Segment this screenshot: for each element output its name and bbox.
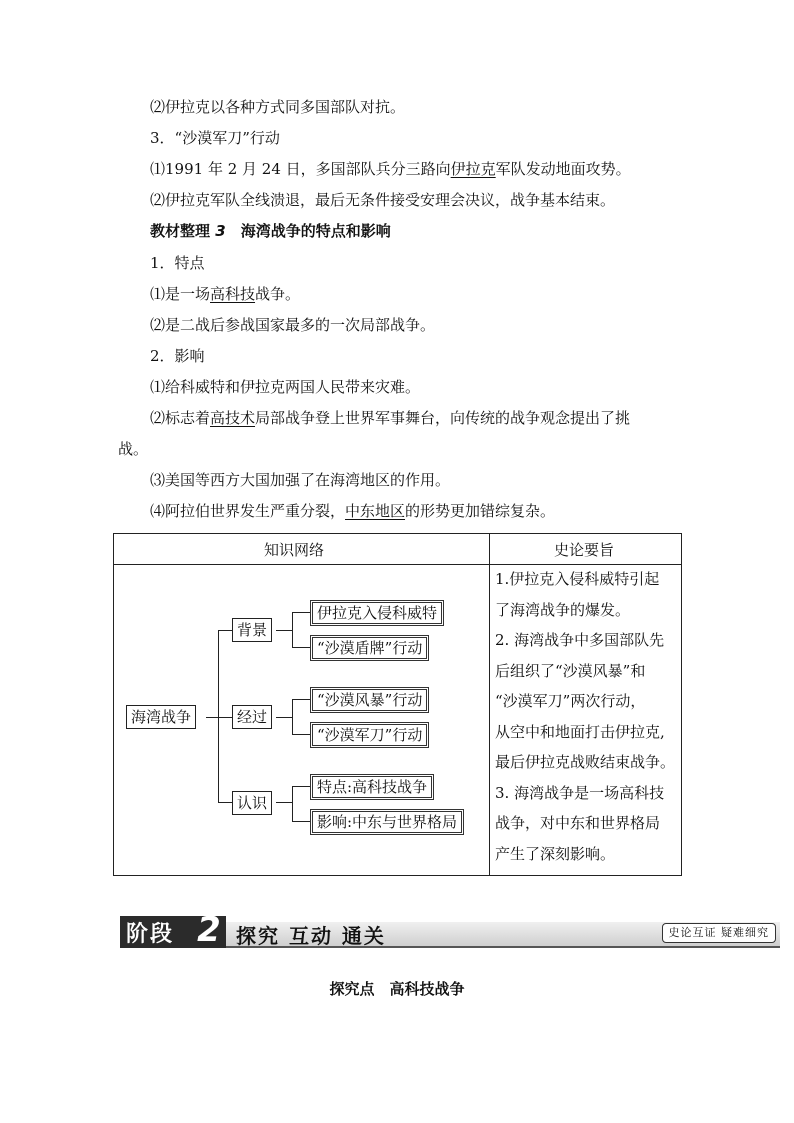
stage-tag: 史论互证 疑难细究 [662, 923, 777, 943]
node-process: 经过 [232, 705, 272, 729]
table-header-summary: 史论要旨 [554, 541, 615, 559]
node-understanding: 认识 [232, 791, 272, 815]
node-leaf: 伊拉克入侵科威特 [310, 600, 444, 626]
text-line: 战。 [118, 440, 149, 458]
text-line: ⑵是二战后参战国家最多的一次局部战争。 [150, 316, 436, 334]
stage-banner [120, 910, 780, 950]
subheading: 1．特点 [150, 254, 205, 272]
knowledge-table [113, 533, 682, 876]
node-root: 海湾战争 [126, 705, 196, 729]
section-title: 探究点 高科技战争 [329, 980, 465, 998]
summary-text: 1.伊拉克入侵科威特引起 了海湾战争的爆发。 2. 海湾战争中多国部队先 后组织了“沙漠风暴”和 “沙漠军刀”两次行动， 从空中和地面打击伊拉克, 最后伊拉克战败结束战争。 3. 海湾战争是一场高科技 战争，对中东和世界格局 产生了深刻影响。 [495, 570, 676, 863]
text-line: ⑴是一场高科技战争。 [150, 285, 301, 303]
text-line: ⑷阿拉伯世界发生严重分裂，中东地区的形势更加错综复杂。 [150, 502, 556, 520]
stage-label: 阶段 [126, 922, 175, 947]
table-header-network: 知识网络 [264, 541, 325, 559]
node-leaf: “沙漠盾牌”行动 [310, 635, 429, 661]
text-line: ⑵伊拉克军队全线溃退，最后无条件接受安理会决议，战争基本结束。 [150, 191, 616, 209]
text-line: ⑴1991 年 2 月 24 日，多国部队兵分三路向伊拉克军队发动地面攻势。 [150, 160, 631, 178]
stage-number: 2 [197, 910, 221, 950]
subheading: 2．影响 [150, 347, 205, 365]
node-leaf: “沙漠风暴”行动 [310, 687, 429, 713]
stage-title: 探究 互动 通关 [236, 924, 386, 948]
node-leaf: 影响:中东与世界格局 [310, 809, 464, 835]
node-background: 背景 [232, 618, 272, 642]
text-line: ⑴给科威特和伊拉克两国人民带来灾难。 [150, 378, 421, 396]
text-line: ⑵伊拉克以各种方式同多国部队对抗。 [150, 98, 406, 116]
section-heading: 教材整理 3 海湾战争的特点和影响 [150, 222, 391, 240]
subheading: 3．“沙漠军刀”行动 [150, 129, 280, 147]
node-leaf: 特点:高科技战争 [310, 774, 434, 800]
text-line: ⑵标志着高技术局部战争登上世界军事舞台，向传统的战争观念提出了挑 [150, 409, 631, 427]
node-leaf: “沙漠军刀”行动 [310, 722, 429, 748]
text-line: ⑶美国等西方大国加强了在海湾地区的作用。 [150, 471, 451, 489]
